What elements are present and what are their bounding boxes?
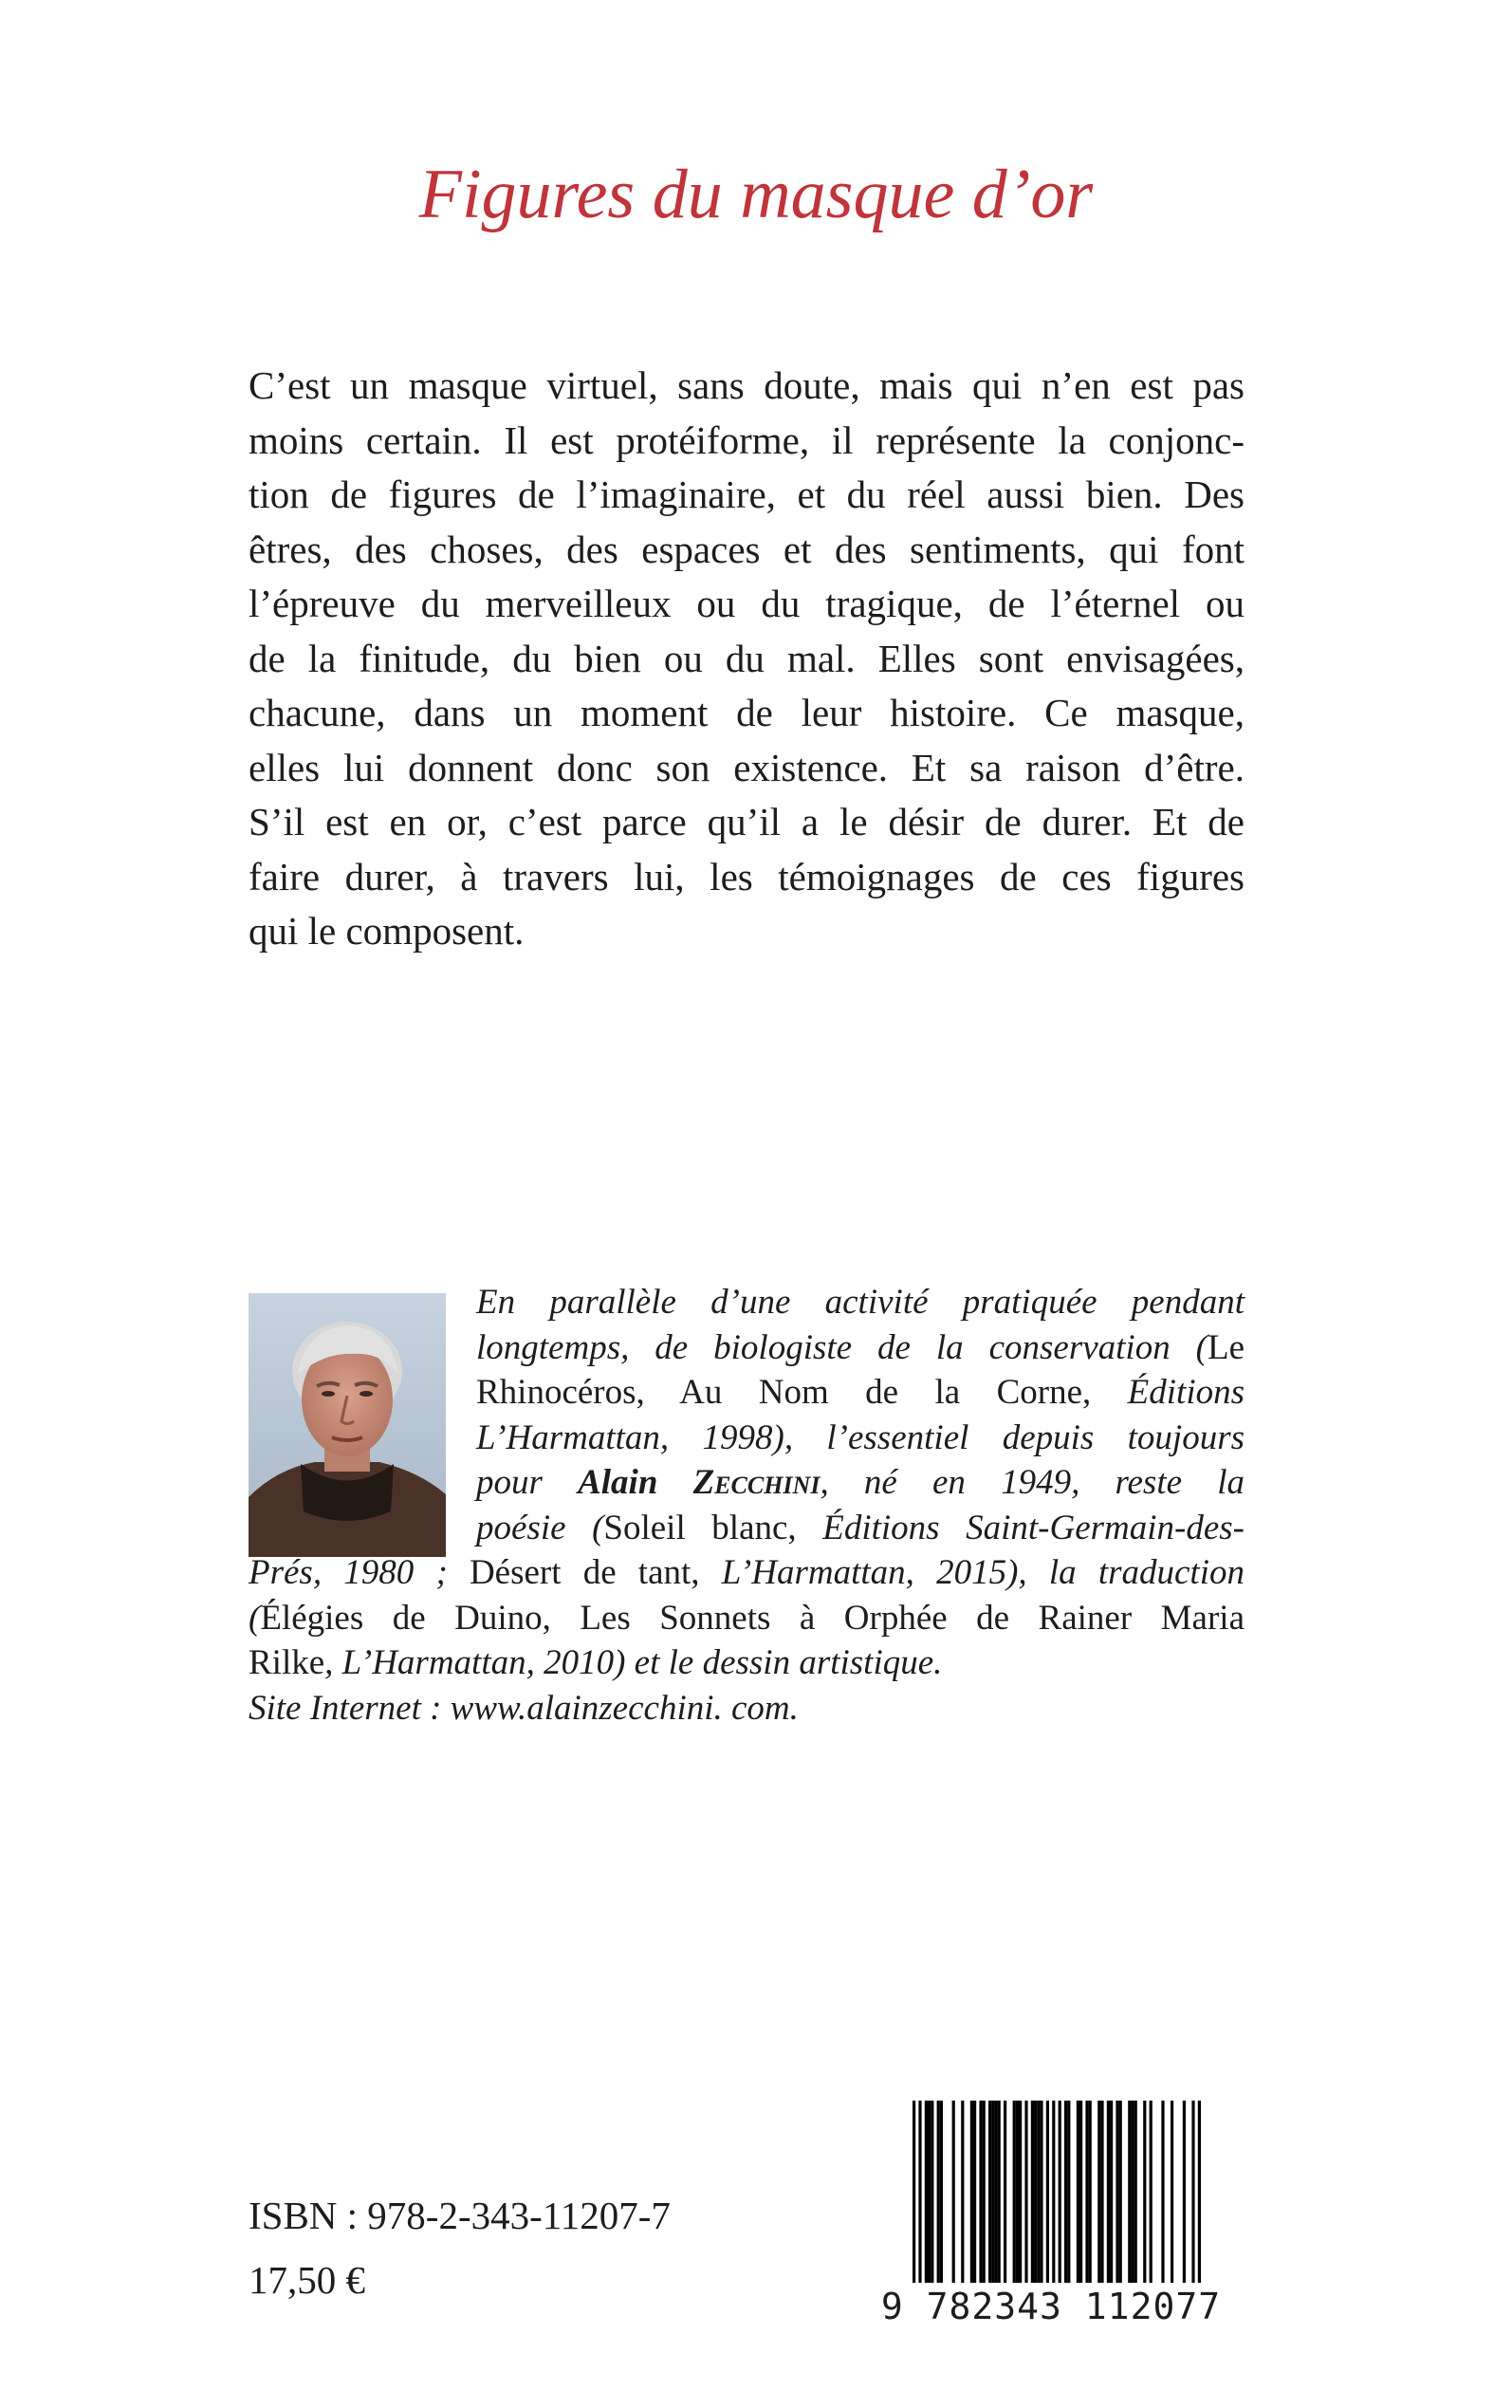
blurb-line: S’il est en or, c’est parce qu’il a le désir de durer. Et de — [249, 800, 1245, 843]
bio-text: pour — [476, 1463, 579, 1502]
barcode-bar — [1191, 2101, 1194, 2309]
bio-line — [249, 1370, 1245, 1416]
bio-line — [249, 1506, 1245, 1551]
barcode-bar — [1183, 2101, 1186, 2287]
blurb-line: qui le composent. — [249, 909, 525, 953]
barcode-bar — [913, 2101, 915, 2309]
barcode-bar — [1150, 2101, 1152, 2287]
barcode-bar — [1171, 2101, 1173, 2287]
isbn-number: ISBN : 978-2-343-11207-7 — [249, 2194, 671, 2237]
author-last-name: Zecchini — [692, 1463, 821, 1502]
barcode-bar — [952, 2101, 955, 2287]
bio-work-title: Rhinocéros, Au Nom de la Corne, — [476, 1373, 1092, 1412]
barcode-bar — [1128, 2101, 1131, 2287]
barcode-bar — [994, 2101, 997, 2287]
barcode-bar — [1110, 2101, 1113, 2287]
barcode-bar — [1013, 2101, 1016, 2287]
bio-text: Éditions — [1127, 1373, 1245, 1412]
barcode-bar — [1131, 2101, 1134, 2287]
barcode-bar — [1059, 2101, 1061, 2309]
bio-text: En parallèle d’une activité pratiquée pendant — [476, 1283, 1245, 1322]
barcode-bar — [1037, 2101, 1040, 2287]
barcode-bar — [991, 2101, 994, 2287]
barcode-bar — [931, 2101, 933, 2287]
barcode-bar — [961, 2101, 964, 2287]
barcode-bar — [925, 2101, 928, 2287]
bio-line — [249, 1325, 1245, 1371]
bio-line — [249, 1280, 1245, 1325]
barcode-digits: 9 782343 112077 — [871, 2283, 1231, 2330]
bio-work-title: Le — [1207, 1327, 1245, 1367]
barcode-bar — [1134, 2101, 1137, 2287]
barcode-bar — [970, 2101, 973, 2287]
blurb-line: moins certain. Il est protéiforme, il représente la conjonc- — [249, 417, 1245, 462]
barcode-bar — [1116, 2101, 1118, 2287]
barcode-bar — [983, 2101, 986, 2287]
barcode-bar — [998, 2101, 1001, 2287]
bio-line — [249, 1550, 1245, 1596]
back-cover-blurb — [249, 359, 1245, 959]
barcode-bar — [1100, 2101, 1103, 2287]
blurb-line: tion de figures de l’imaginaire, et du réel aussi bien. Des — [249, 472, 1245, 516]
bio-text: L’Harmattan, 2015), la traduction — [699, 1553, 1245, 1592]
barcode-bar — [1024, 2101, 1027, 2287]
bio-work-title: Désert de tant, — [469, 1553, 700, 1592]
bio-work-title: Soleil blanc, — [603, 1508, 797, 1547]
barcode-bar — [1119, 2101, 1122, 2287]
author-website: Site Internet : www.alainzecchini. com. — [249, 1688, 799, 1728]
barcode-bar — [1143, 2101, 1146, 2287]
author-first-name: Alain — [578, 1463, 693, 1502]
bio-text: poésie ( — [476, 1508, 604, 1547]
barcode-bar — [1052, 2101, 1055, 2309]
bio-text: , né en 1949, reste la — [820, 1463, 1245, 1502]
barcode-bar — [1089, 2101, 1092, 2287]
barcode-bar — [979, 2101, 982, 2287]
barcode-bar — [1079, 2101, 1082, 2287]
barcode-bar — [928, 2101, 931, 2287]
bio-text: Prés, 1980 ; — [249, 1553, 470, 1592]
blurb-line: C’est un masque virtuel, sans doute, mais qui n’en est pas — [249, 363, 1245, 407]
barcode-bar — [1067, 2101, 1070, 2287]
bio-text: Éditions Saint-Germain-des- — [796, 1508, 1245, 1547]
bio-work-title: Élégies de Duino, Les Sonnets à Orphée de Rainer Maria — [260, 1598, 1245, 1638]
bio-line — [249, 1416, 1245, 1461]
barcode-bar — [1040, 2101, 1042, 2287]
blurb-line: faire durer, à travers lui, les témoignages de ces figures — [249, 854, 1245, 898]
barcode-bar — [1077, 2101, 1079, 2287]
barcode-bar — [1019, 2101, 1022, 2287]
bio-work-title: Rilke — [249, 1643, 325, 1682]
barcode-bar — [937, 2101, 940, 2287]
blurb-line: chacune, dans un moment de leur histoire. Ce masque, — [249, 691, 1245, 734]
barcode-bar — [1107, 2101, 1110, 2287]
book-title: Figures du masque d’or — [418, 156, 1094, 233]
barcode-bar — [1031, 2101, 1034, 2287]
author-biography — [249, 1280, 1245, 1731]
barcode-bar — [940, 2101, 943, 2287]
bio-text: , L’Harmattan, 2010) et le dessin artistique. — [324, 1643, 943, 1682]
barcode-bar — [1046, 2101, 1049, 2287]
bio-line — [249, 1686, 1245, 1732]
bio-text: longtemps, de biologiste de la conservation ( — [476, 1327, 1208, 1367]
barcode-bar — [1085, 2101, 1088, 2287]
barcode-bar — [988, 2101, 991, 2287]
barcode-bar — [1064, 2101, 1067, 2287]
barcode-bar — [1004, 2101, 1006, 2287]
barcode-bar — [1198, 2101, 1201, 2309]
blurb-line: êtres, des choses, des espaces et des sentiments, qui font — [249, 527, 1245, 571]
bio-line — [249, 1596, 1245, 1641]
book-price: 17,50 € — [249, 2258, 365, 2302]
blurb-line: elles lui donnent donc son existence. Et sa raison d’être. — [249, 745, 1245, 789]
blurb-line: de la finitude, du bien ou du mal. Elles sont envisagées, — [249, 636, 1245, 680]
bio-line — [249, 1640, 1245, 1686]
barcode-bar — [918, 2101, 921, 2309]
bio-text: ( — [249, 1598, 261, 1638]
barcode-bar — [1161, 2101, 1164, 2287]
bio-text: L’Harmattan, 1998), l’essentiel depuis toujours — [476, 1417, 1245, 1457]
barcode-bar — [973, 2101, 976, 2287]
barcode-bar — [1034, 2101, 1037, 2287]
bio-line — [249, 1460, 1245, 1506]
barcode-bar — [1097, 2101, 1100, 2287]
blurb-line: l’épreuve du merveilleux ou du tragique, de l’éternel ou — [249, 582, 1245, 625]
barcode-bar — [1016, 2101, 1019, 2287]
isbn-barcode — [871, 2101, 1231, 2338]
